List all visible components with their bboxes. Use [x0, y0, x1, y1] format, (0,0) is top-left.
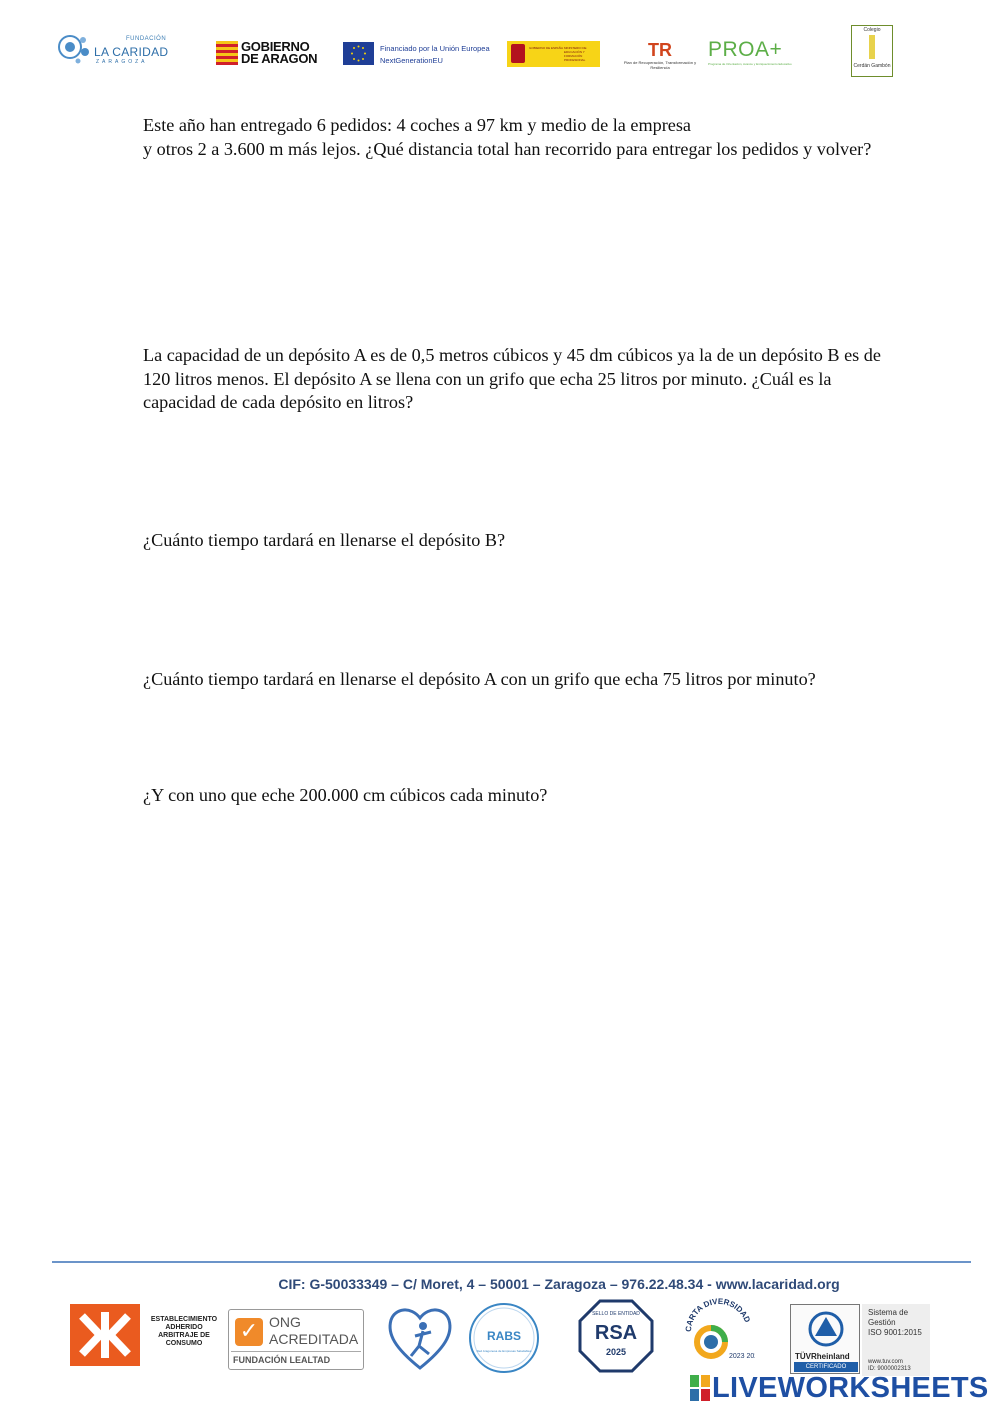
- question-2-line-2: 120 litros menos. El depósito A se llena con un grifo que echa 25 litros por minuto. ¿Cuál es la: [143, 368, 832, 389]
- question-2-line-1: La capacidad de un depósito A es de 0,5 metros cúbicos y 45 dm cúbicos ya la de un depósito B es de: [143, 345, 881, 365]
- carta-diversidad-logo: [683, 1298, 755, 1370]
- spain-ministerio-text: MINISTERIO DE EDUCACIÓN Y FORMACIÓN PROFESIONAL: [564, 46, 587, 62]
- colegio-label: Colegio: [863, 27, 881, 33]
- ong-line-2: ACREDITADA: [269, 1331, 359, 1347]
- proa-subtitle: Programa de Orientación, Avance y Enriquecimiento Educativo: [708, 62, 792, 66]
- eu-text: [380, 43, 490, 67]
- footer-divider: [52, 1261, 971, 1263]
- ong-text: [269, 1314, 358, 1348]
- rsa-year: 2025: [605, 1347, 627, 1357]
- tuv-web: www.tuv.com: [868, 1359, 903, 1365]
- tuv-info-3: ISO 9001:2015: [868, 1328, 922, 1337]
- ong-acreditada-logo: [228, 1309, 364, 1370]
- prtr-mark: TR: [648, 40, 672, 60]
- diversidad-arc-text: CARTA DIVERSIDAD: [683, 1298, 753, 1333]
- rabs-sub: Red Aragonesa de Empresas Saludables: [476, 1349, 532, 1353]
- tuv-info-1: Sistema de: [868, 1308, 909, 1317]
- liveworksheets-text: LIVEWORKSHEETS: [712, 1372, 989, 1404]
- tuv-triangle-icon: [791, 1305, 861, 1351]
- caridad-city: ZARAGOZA: [96, 59, 148, 65]
- heart-figure-logo: [385, 1302, 455, 1374]
- colegio-name: Cerdán Gambón: [853, 63, 891, 69]
- question-1-line-1: Este año han entregado 6 pedidos: 4 coches a 97 km y medio de la empresa: [143, 115, 691, 135]
- consumo-line-1: ESTABLECIMIENTO ADHERIDO: [150, 1316, 218, 1331]
- tuv-id-number: ID: 9000002313: [868, 1366, 911, 1372]
- footer-address: CIF: G-50033349 – C/ Moret, 4 – 50001 – Zaragoza – 976.22.48.34 - www.lacaridad.org: [278, 1276, 840, 1292]
- tuv-id: [868, 1359, 911, 1373]
- question-1-line-2: y otros 2 a 3.600 m más lejos. ¿Qué distancia total han recorrido para entregar los pedidos y volver?: [143, 138, 872, 159]
- question-1: [143, 114, 871, 161]
- consumo-mark-icon: [70, 1304, 140, 1366]
- rabs-badge-icon: [468, 1302, 540, 1374]
- gobierno-aragon-logo: [216, 41, 326, 67]
- proa-plus-logo: [708, 40, 790, 70]
- consumo-line-2: ARBITRAJE DE CONSUMO: [158, 1332, 210, 1347]
- ong-foot: FUNDACIÓN LEALTAD: [233, 1355, 331, 1365]
- aragon-line-1: GOBIERNO: [241, 39, 310, 54]
- aragon-line-2: DE ARAGON: [241, 51, 318, 66]
- rsa-top: SELLO DE ENTIDAD: [592, 1311, 640, 1317]
- spain-gobierno-text: GOBIERNO DE ESPAÑA: [529, 46, 563, 50]
- arbitraje-consumo-logo: [70, 1304, 220, 1366]
- caridad-circles-icon: [56, 32, 92, 66]
- tuv-info: [868, 1308, 922, 1338]
- tuv-info-2: Gestión: [868, 1318, 896, 1327]
- tuv-name: TÜVRheinland: [795, 1352, 850, 1361]
- eu-line-1: Financiado por la Unión Europea: [380, 44, 490, 53]
- consumo-text: [147, 1316, 221, 1348]
- eu-nextgeneration-logo: [343, 41, 493, 67]
- spain-shield-icon: [511, 44, 525, 63]
- liveworksheets-blocks-icon: [690, 1375, 710, 1401]
- rabs-name: RABS: [486, 1329, 522, 1343]
- heart-person-icon: [385, 1302, 455, 1374]
- rabs-logo: [468, 1302, 540, 1374]
- check-icon: ✓: [235, 1318, 263, 1346]
- colegio-cross-icon: [869, 35, 875, 59]
- proa-title: PROA+: [708, 38, 783, 61]
- gobierno-espana-ministerio-logo: [507, 41, 600, 67]
- plan-recuperacion-logo: [620, 40, 698, 80]
- question-5: ¿Y con uno que eche 200.000 cm cúbicos cada minuto?: [143, 785, 548, 805]
- ong-line-1: ONG: [269, 1314, 301, 1330]
- aragon-flag-icon: [216, 41, 238, 65]
- tuv-rheinland-logo: [790, 1304, 930, 1376]
- diversidad-icon: [683, 1298, 755, 1370]
- tuv-cert: CERTIFICADO: [794, 1362, 858, 1372]
- aragon-text: [241, 41, 317, 65]
- question-3: ¿Cuánto tiempo tardará en llenarse el depósito B?: [143, 530, 506, 550]
- colegio-cerdan-gambon-logo: [851, 25, 893, 77]
- question-2: [143, 344, 881, 415]
- caridad-fundacion-label: FUNDACIÓN: [126, 36, 167, 42]
- eu-line-2: NextGenerationEU: [380, 56, 443, 65]
- rsa-seal-logo: [578, 1299, 654, 1373]
- question-2-line-3: capacidad de cada depósito en litros?: [143, 392, 414, 412]
- tuv-box: [790, 1304, 860, 1374]
- eu-flag-icon: [343, 42, 374, 65]
- prtr-text: Plan de Recuperación, Transformación y Resiliencia: [623, 60, 697, 70]
- rsa-name: RSA: [594, 1322, 638, 1344]
- fundacion-la-caridad-logo: [56, 32, 168, 66]
- rsa-seal-icon: [578, 1299, 654, 1373]
- caridad-name: LA CARIDAD: [94, 45, 169, 59]
- ong-divider: [231, 1351, 361, 1352]
- question-4: ¿Cuánto tiempo tardará en llenarse el depósito A con un grifo que echa 75 litros por minuto?: [143, 669, 816, 689]
- diversidad-years: 2023 20: [729, 1353, 755, 1360]
- liveworksheets-logo[interactable]: [690, 1372, 990, 1404]
